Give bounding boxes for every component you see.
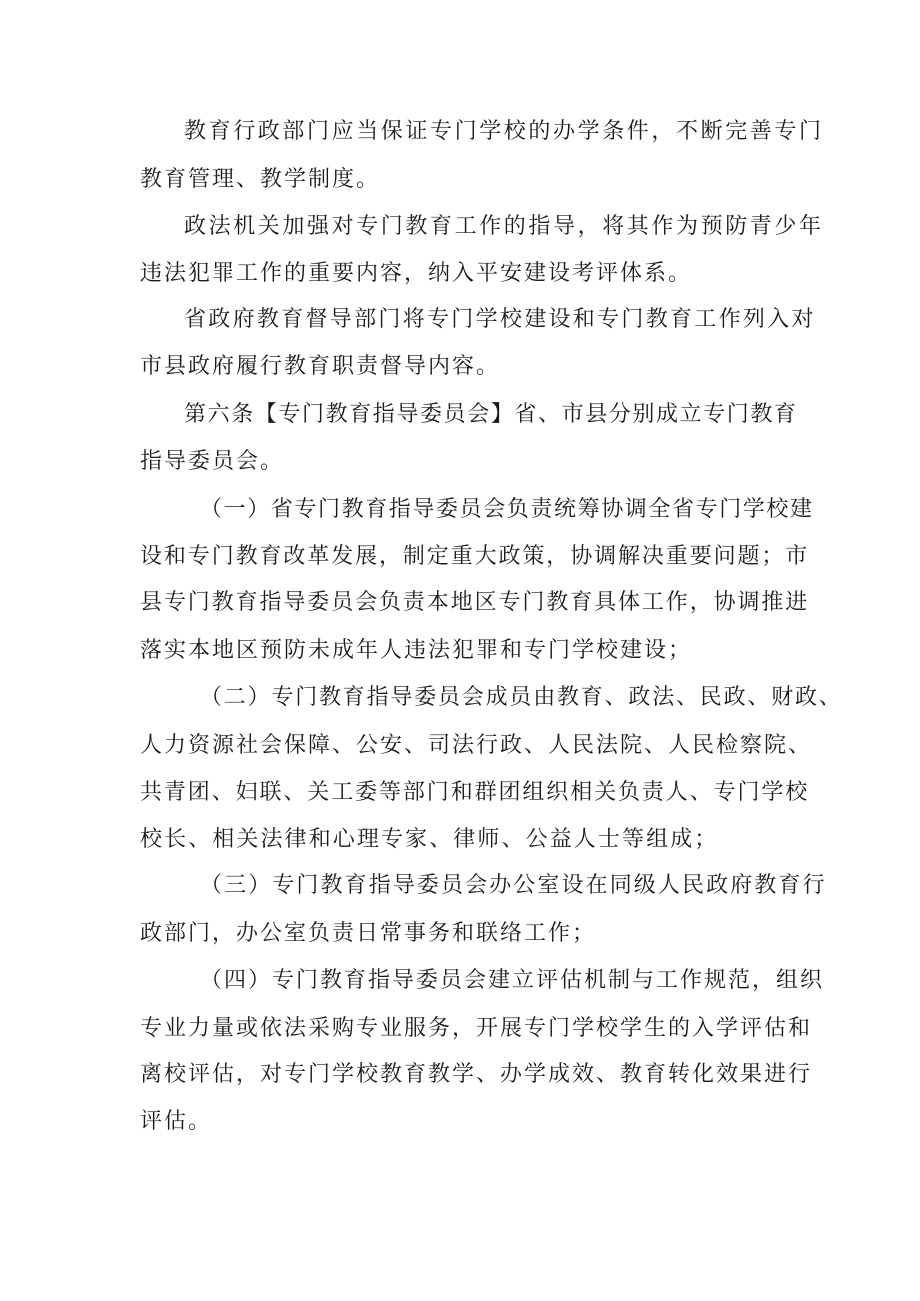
paragraph-line: 共青团、妇联、关工委等部门和群团组织相关负责人、专门学校 (140, 780, 810, 805)
paragraph-line: 市县政府履行教育职责督导内容。 (140, 354, 501, 379)
paragraph-line: 违法犯罪工作的重要内容，纳入平安建设考评体系。 (140, 261, 693, 286)
list-item-line: （一）省专门教育指导委员会负责统筹协调全省专门学校建 (200, 497, 814, 522)
list-item-line: （二）专门教育指导委员会成员由教育、政法、民政、财政、 (200, 685, 843, 710)
paragraph-line: 教育行政部门应当保证专门学校的办学条件，不断完善专门 (184, 119, 824, 144)
paragraph-line: 专业力量或依法采购专业服务，开展专门学校学生的入学评估和 (140, 1016, 813, 1041)
paragraph-line: 省政府教育督导部门将专门学校建设和专门教育工作列入对 (184, 307, 816, 332)
paragraph-line: 评估。 (140, 1109, 213, 1134)
paragraph-line: 教育管理、教学制度。 (140, 167, 381, 192)
list-item-line: （四）专门教育指导委员会建立评估机制与工作规范，组织 (200, 968, 825, 993)
paragraph-line: 政法机关加强对专门教育工作的指导，将其作为预防青少年 (184, 214, 824, 239)
paragraph-line: 县专门教育指导委员会负责本地区专门教育具体工作，协调推进 (140, 590, 810, 615)
paragraph-line: 设和专门教育改革发展，制定重大政策，协调解决重要问题；市 (140, 544, 810, 569)
article-heading-line: 第六条【专门教育指导委员会】省、市县分别成立专门教育 (184, 402, 798, 427)
paragraph-line: 人力资源社会保障、公安、司法行政、人民法院、人民检察院、 (140, 733, 813, 758)
paragraph-line: 政部门，办公室负责日常事务和联络工作； (140, 921, 597, 946)
paragraph-line: 离校评估，对专门学校教育教学、办学成效、教育转化效果进行 (140, 1062, 813, 1087)
list-item-line: （三）专门教育指导委员会办公室设在同级人民政府教育行 (200, 873, 827, 898)
paragraph-line: 校长、相关法律和心理专家、律师、公益人士等组成； (140, 827, 719, 852)
paragraph-line: 落实本地区预防未成年人违法犯罪和专门学校建设； (140, 638, 693, 663)
paragraph-line: 指导委员会。 (140, 449, 285, 474)
